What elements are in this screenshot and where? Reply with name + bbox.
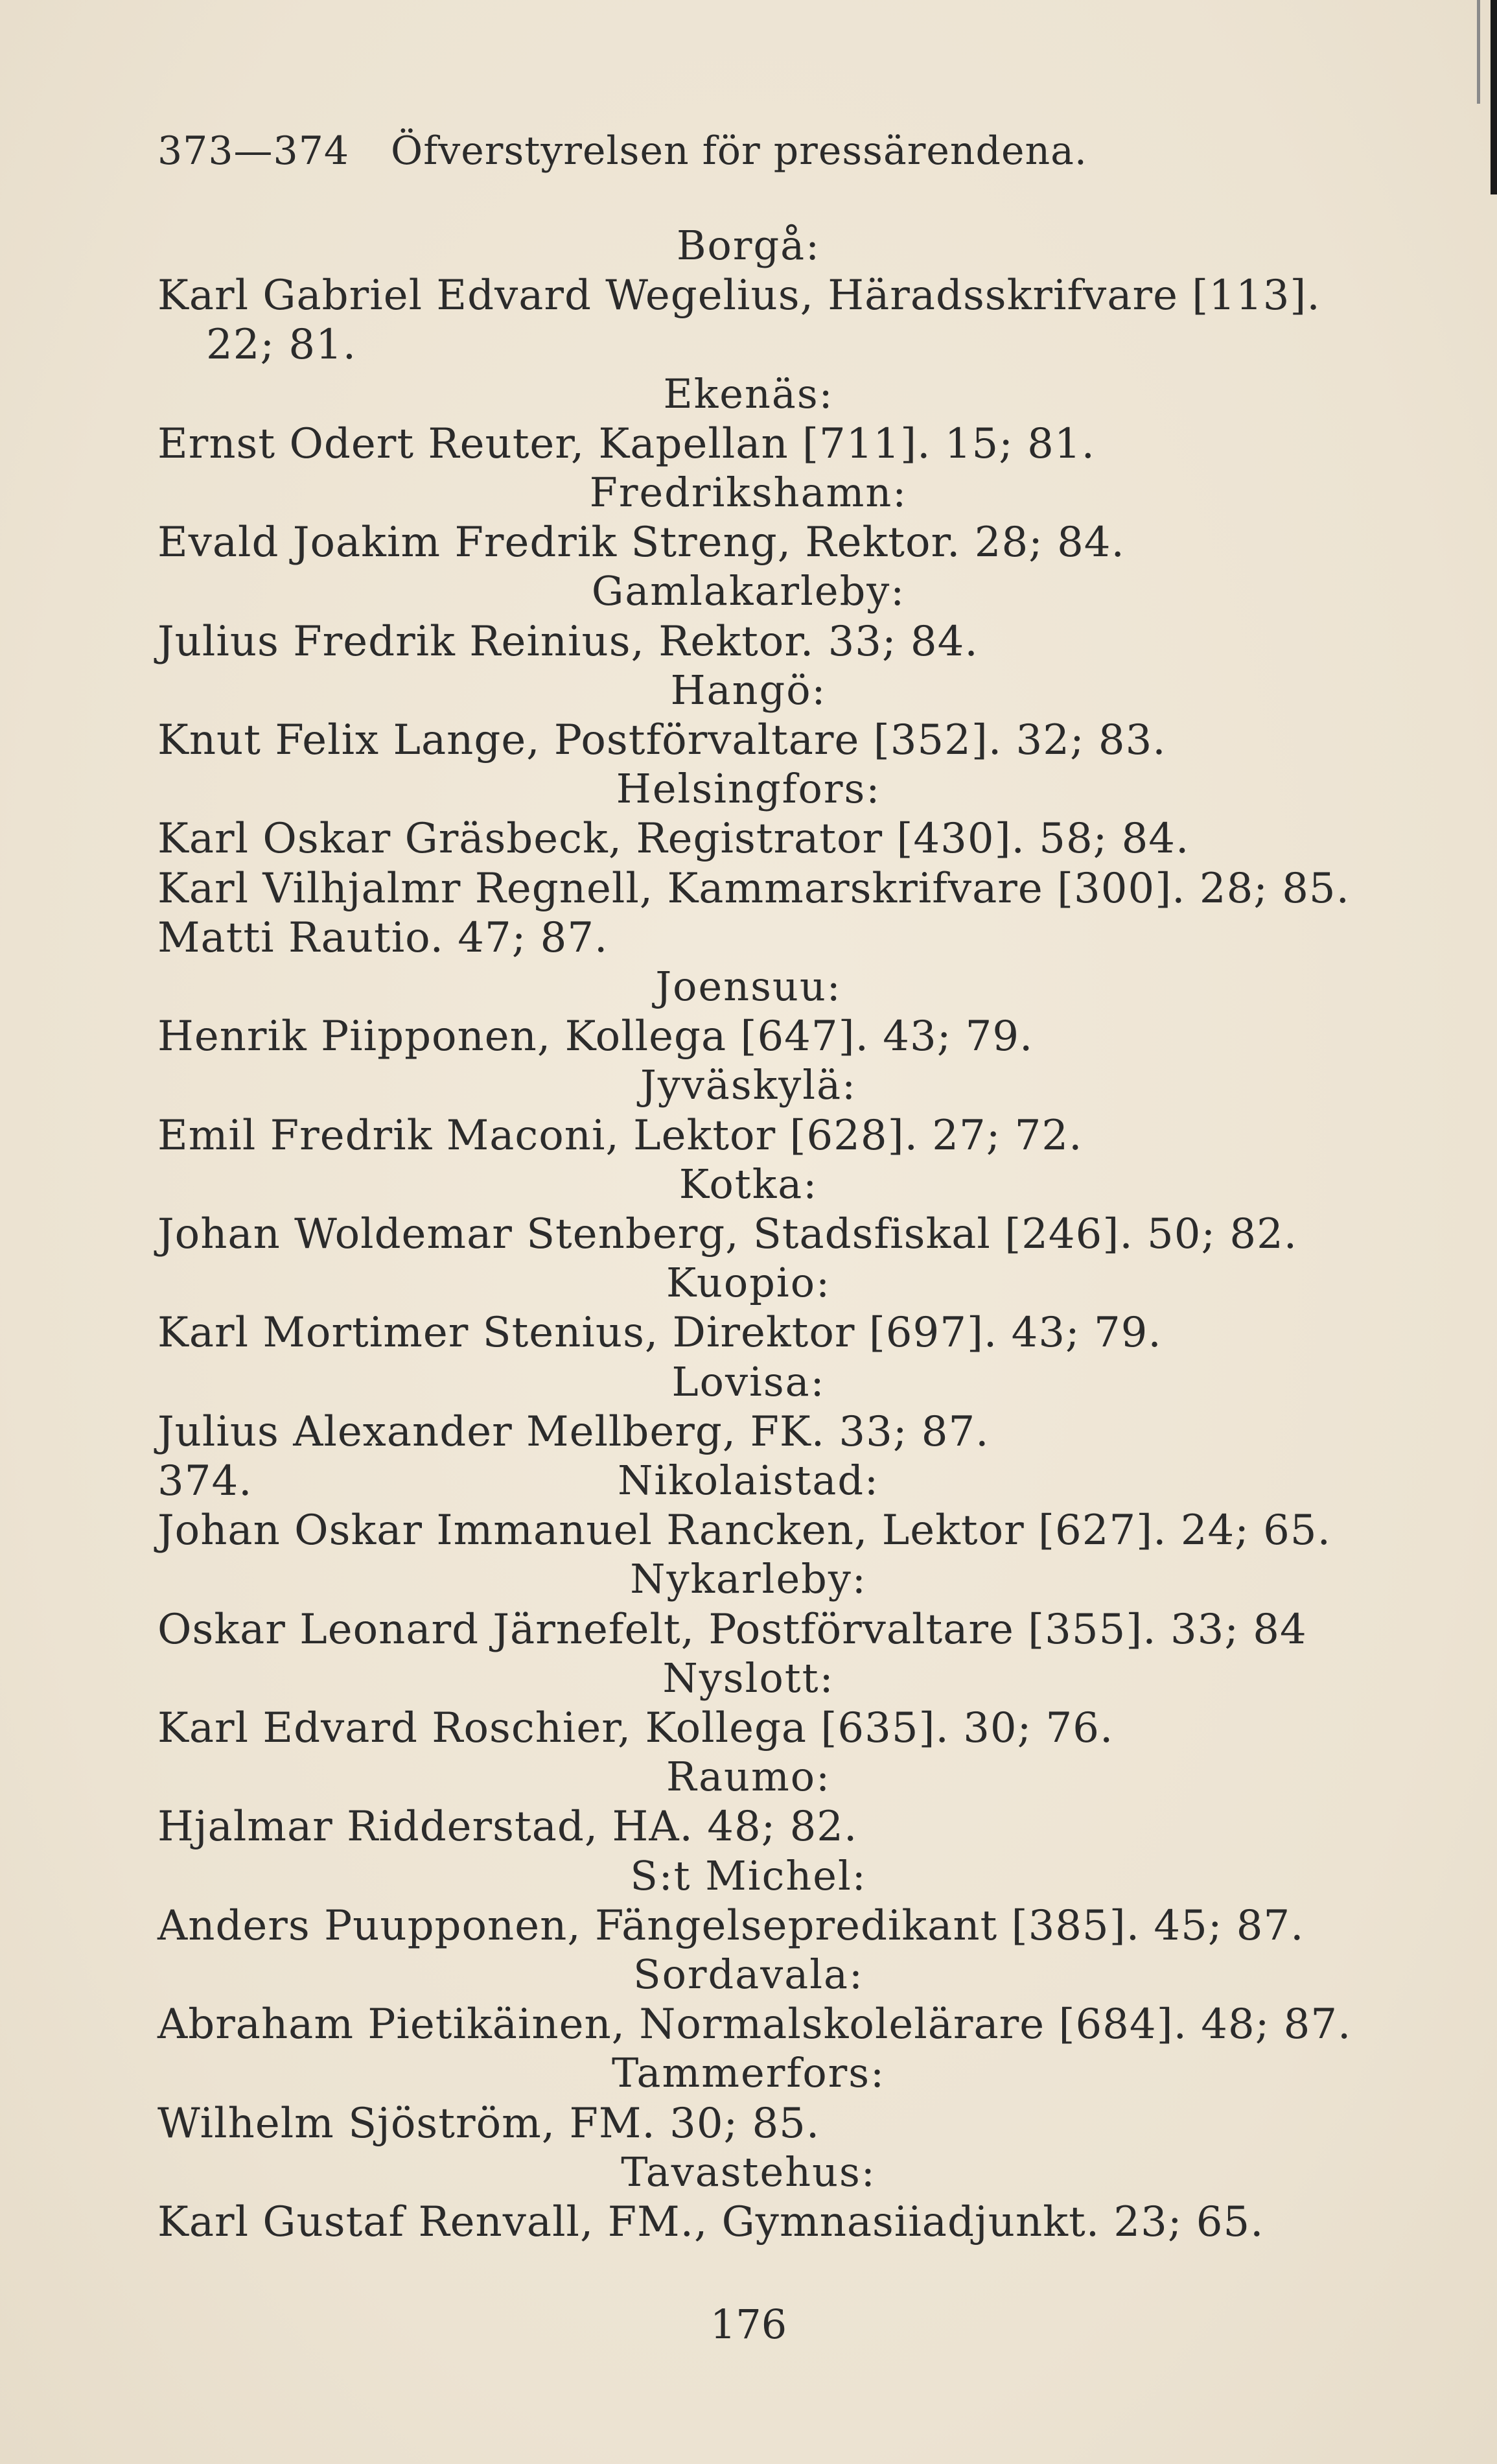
town-heading: Helsingfors: [616,765,881,812]
person-entry: Wilhelm Sjöström, FM. 30; 85. [157,2100,820,2148]
town-heading: Hangö: [670,666,827,714]
person-entry: Johan Woldemar Stenberg, Stadsfiskal [246]. 50; 82. [157,1210,1298,1258]
town-heading: Gamlakarleby: [591,567,906,615]
person-entry: Evald Joakim Fredrik Streng, Rektor. 28; 84. [157,519,1125,567]
person-entry: Oskar Leonard Järnefelt, Postförvaltare [355]. 33; 84 [157,1606,1307,1654]
person-entry: Knut Felix Lange, Postförvaltare [352]. 32; 83. [157,716,1166,764]
town-heading: Lovisa: [671,1358,826,1405]
person-entry: Karl Gabriel Edvard Wegelius, Häradsskrifvare [113]. [157,272,1321,320]
person-entry: 22; 81. [206,321,357,369]
person-entry: Karl Vilhjalmr Regnell, Kammarskrifvare [300]. 28; 85. [157,865,1350,913]
person-entry: Johan Oskar Immanuel Rancken, Lektor [627]. 24; 65. [157,1507,1331,1555]
person-entry: Julius Alexander Mellberg, FK. 33; 87. [157,1408,990,1456]
margin-page-marker: 374. [157,1457,253,1505]
town-heading: Sordavala: [633,1951,864,1998]
person-entry: Abraham Pietikäinen, Normalskolelärare [684]. 48; 87. [157,2001,1352,2048]
town-heading: Raumo: [666,1753,831,1800]
page-number: 176 [710,2301,787,2348]
page-range: 373—374 [157,128,350,174]
town-heading: Joensuu: [655,963,842,1010]
town-heading: Tavastehus: [621,2148,876,2196]
person-entry: Hjalmar Ridderstad, HA. 48; 82. [157,1803,858,1851]
person-entry: Emil Fredrik Maconi, Lektor [628]. 27; 72. [157,1112,1083,1160]
person-entry: Karl Edvard Roschier, Kollega [635]. 30; 76. [157,1704,1114,1752]
town-heading: Nikolaistad: [618,1457,879,1504]
page-edge-line [1477,0,1480,104]
town-heading: Nykarleby: [630,1555,867,1602]
town-heading: Ekenäs: [663,370,834,417]
person-entry: Matti Rautio. 47; 87. [157,914,609,962]
person-entry: Ernst Odert Reuter, Kapellan [711]. 15; 81. [157,420,1095,468]
person-entry: Anders Puupponen, Fängelsepredikant [385]. 45; 87. [157,1902,1305,1950]
person-entry: Karl Gustaf Renvall, FM., Gymnasiiadjunkt. 23; 65. [157,2198,1264,2246]
running-header [157,128,1087,174]
town-heading: Kotka: [679,1160,818,1208]
person-entry: Karl Mortimer Stenius, Direktor [697]. 43; 79. [157,1309,1162,1357]
person-entry: Julius Fredrik Reinius, Rektor. 33; 84. [157,618,979,666]
person-entry: Karl Oskar Gräsbeck, Registrator [430]. 58; 84. [157,815,1190,863]
town-heading: Borgå: [676,222,821,269]
header-title: Öfverstyrelsen för pressärendena. [391,128,1087,174]
page-edge-shadow [1491,0,1497,194]
town-heading: Fredrikshamn: [589,469,908,516]
town-heading: Jyväskylä: [640,1061,857,1109]
town-heading: Tammerfors: [611,2049,886,2096]
town-heading: Nyslott: [662,1654,835,1702]
town-heading: S:t Michel: [630,1852,867,1899]
person-entry: Henrik Piipponen, Kollega [647]. 43; 79. [157,1013,1034,1061]
town-heading: Kuopio: [666,1259,831,1306]
